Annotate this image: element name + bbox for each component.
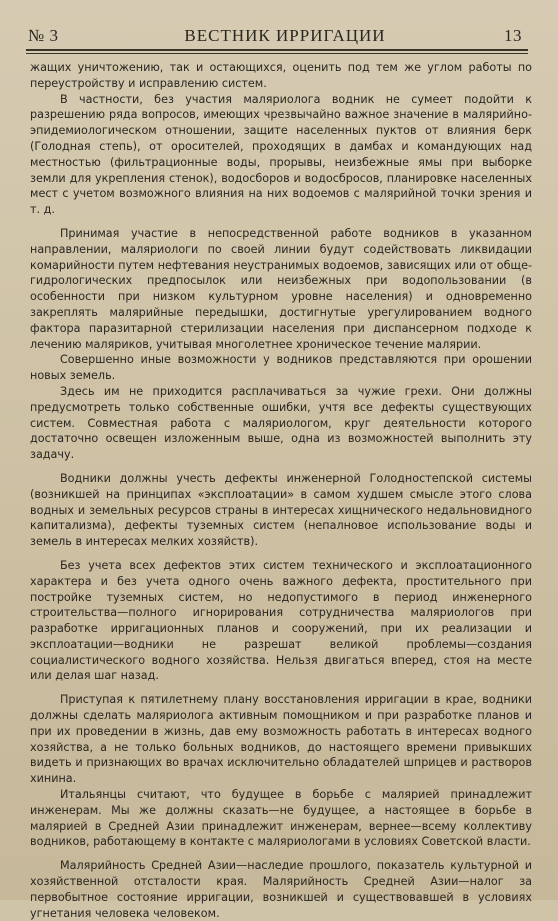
issue-number: № 3 xyxy=(28,26,59,45)
article-body xyxy=(30,60,532,920)
page-header xyxy=(28,18,522,46)
paragraph: Принимая участие в непосредственной работе водников в указанном направлении, маляриологи по своей линии будут содействовать ликвидации комарийности путем нефтевания неустранимых водоемов, зависящих или от обще-гидрологических предпосылок или неизбежных при водопользовании (в особенности при низком культурном уровне населения) и одновременно закреплять малярийные передышки, достигнутые урегулированием водного фактора паразитарной стерилизации населения при диспансерном подходе к лечению маляриков, учитывая многолетнее хроническое течение малярии. xyxy=(30,226,532,351)
paragraph: Совершенно иные возможности у водников представляются при орошении новых земель. xyxy=(30,353,532,383)
header-rule-thin xyxy=(26,53,528,54)
paragraph: Водники должны учесть дефекты инженерной Голодностепской системы (возникшей на принципах «эксплоатации» в самом худшем смысле этого слова водных и земельных ресурсов страны в интересах хищнического недальновидного капитализма), дефекты туземных систем (непалновое использование воды и земель в интересах мелких хозяйств). xyxy=(30,471,532,549)
paragraph: Приступая к пятилетнему плану восстановления ирригации в крае, водники должны сделать маляриолога активным помощником и при разработке планов и при их проведении в жизнь, дав ему возможность работать в интересах водного хозяйства, а не только больных водников, до настоящего времени привыкших видеть и признающих во врачах исключительно обладателей шприцев и растворов хинина. xyxy=(30,693,532,786)
paragraph: Малярийность Средней Азии—наследие прошлого, показатель культурной и хозяйственной отсталости края. Малярийность Средней Азии—налог за первобытное состояние ирригации, возникшей и существовавшей в условиях угнетания человека человеком. xyxy=(30,859,532,920)
page-number: 13 xyxy=(504,26,522,45)
paragraph: Здесь им не приходится расплачиваться за чужие грехи. Они должны предусмотреть только собственные ошибки, учтя все дефекты существующих систем. Совместная работа с маляриологом, круг деятельности которого достаточно освещен изложенным выше, одна из возможностей выполнить эту задачу. xyxy=(30,384,532,462)
paragraph: жащих уничтожению, так и остающихся, оценить под тем же углом работы по переустройству и исправлению систем. xyxy=(30,61,532,90)
paragraph: Без учета всех дефектов этих систем технического и эксплоатационного характера и без учета одного очень важного дефекта, простительного при постройке туземных систем, но недопустимого в период инженерного строительства—полного игнорирования сотрудничества маляриологов при разработке ирригационных планов и сооружений, при их реализации и эксплоатации—водники не разрешат великой проблемы—создания социалистического водного хозяйства. Нельзя двигаться вперед, стоя на месте или делая шаг назад. xyxy=(30,558,532,683)
paragraph: Итальянцы считают, что будущее в борьбе с малярией принадлежит инженерам. Мы же должны сказать—не будущее, а настоящее в борьбе в малярией в Средней Азии принадлежит инженерам, вернее—всему коллективу водников, работающему в контакте с маляриологами в условиях Советской власти. xyxy=(30,788,532,849)
journal-title: ВЕСТНИК ИРРИГАЦИИ xyxy=(184,26,386,45)
header-rule xyxy=(26,49,528,51)
paragraph: В частности, без участия маляриолога водник не сумеет подойти к разрешению ряда вопросов, имеющих чрезвычайно важное значение в малярийно-эпидемиологическом отношении, защите населенных пуктов от влияния берк (Голодная степь), от оросителей, проходящих в дамбах и командующих над местностью (фильтрационные воды, прорывы, неизбежные ямы при выборке земли для укрепления стенок), водосборов и водосбросов, планировке населенных мест с учетом возможного влияния на них водоемов с малярийной точки зрения и т. д. xyxy=(30,92,532,217)
